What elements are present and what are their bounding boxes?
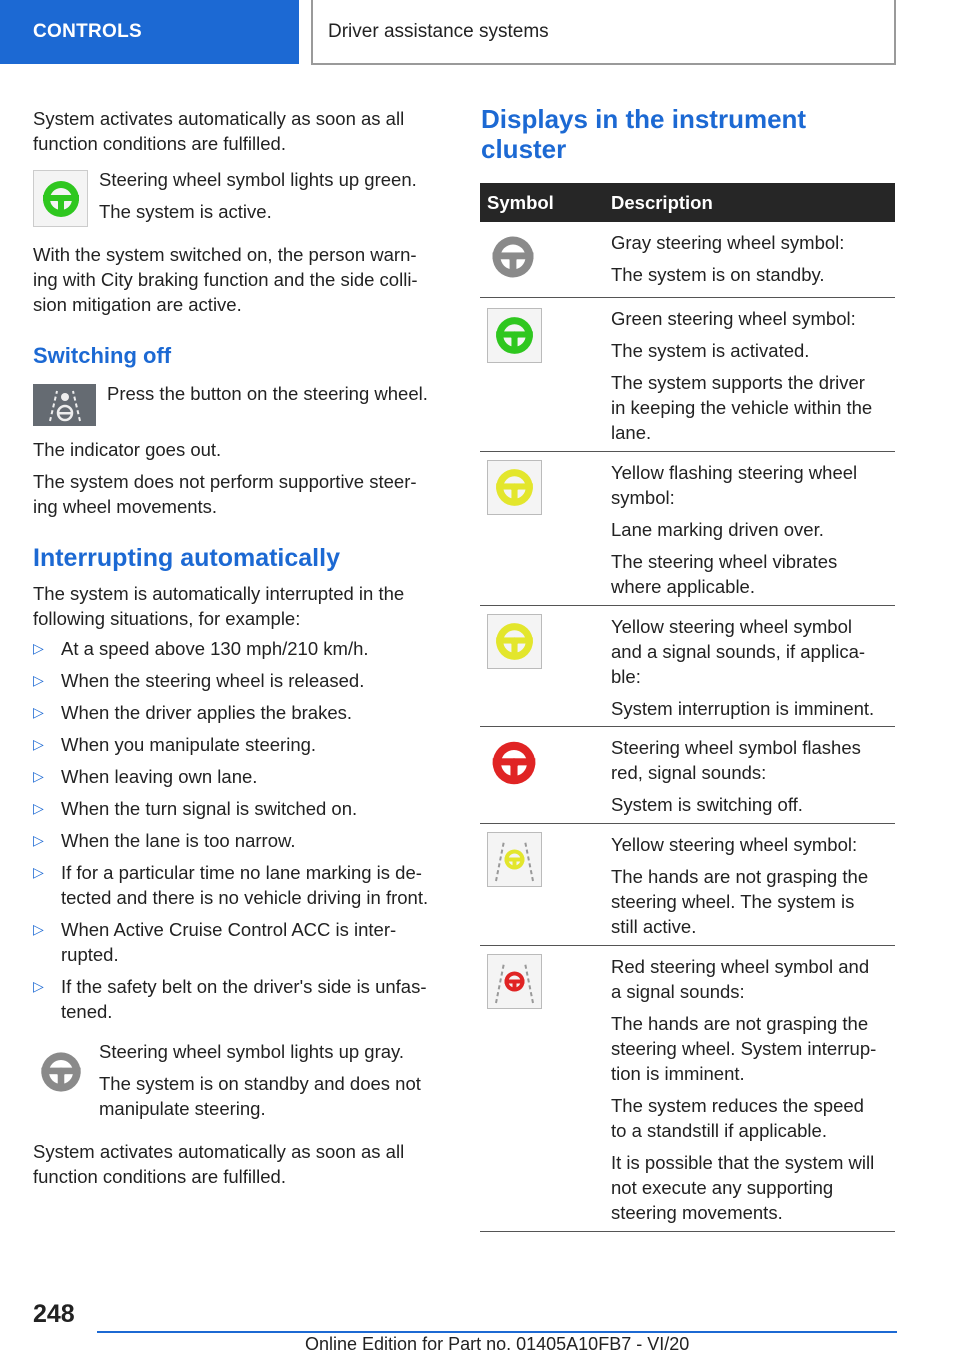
system-on-paragraph: With the system switched on, the person warn- ing with City braking function and the side colli- sion mitigation are active.	[33, 244, 418, 315]
triangle-bullet-icon: ▷	[33, 640, 44, 656]
red-steering-wheel-icon	[488, 737, 540, 794]
list-item: ▷ When Active Cruise Control ACC is inter- rupted.	[33, 919, 397, 965]
table-row	[480, 824, 895, 946]
row-description: Yellow steering wheel symbol: The hands are not grasping the steering wheel. The system is still active.	[611, 834, 869, 937]
no-steering-paragraph: The system does not perform supportive steer- ing wheel movements.	[33, 471, 417, 517]
table-row	[480, 606, 895, 727]
intro-paragraph: System activates automatically as soon as all function conditions are fulfilled.	[33, 108, 405, 154]
list-item: ▷ When the steering wheel is released.	[33, 670, 365, 691]
list-item: ▷ If for a particular time no lane marking is de- tected and there is no vehicle driving in front.	[33, 862, 429, 908]
yellow-flashing-steering-wheel-icon	[487, 460, 542, 515]
gray-symbol-caption: Steering wheel symbol lights up gray. The system is on standby and does not manipulate steering.	[99, 1041, 421, 1119]
interruption-intro: The system is automatically interrupted in the following situations, for example:	[33, 583, 405, 629]
description-column-header: Description	[611, 192, 713, 213]
green-symbol-caption: Steering wheel symbol lights up green. The system is active.	[99, 169, 417, 222]
table-row	[480, 222, 895, 298]
list-item: ▷ When the lane is too narrow.	[33, 830, 296, 851]
steering-assist-button-icon	[33, 384, 96, 426]
interruption-list	[33, 636, 443, 1031]
triangle-bullet-icon: ▷	[33, 672, 44, 688]
section-tab: CONTROLS	[0, 0, 299, 64]
table-row	[480, 946, 895, 1232]
triangle-bullet-icon: ▷	[33, 800, 44, 816]
list-item: ▷ When leaving own lane.	[33, 766, 258, 787]
green-steering-wheel-icon	[487, 308, 542, 363]
row-description: Red steering wheel symbol and a signal sounds: The hands are not grasping the steering wheel. System interrup- tion is imminent. The system reduces the speed to a standstill if applicable. It is possible that the system will not execute any supporting steering movements.	[611, 956, 877, 1223]
triangle-bullet-icon: ▷	[33, 768, 44, 784]
list-item: ▷ At a speed above 130 mph/210 km/h.	[33, 638, 369, 659]
triangle-bullet-icon: ▷	[33, 978, 44, 994]
triangle-bullet-icon: ▷	[33, 832, 44, 848]
list-item: ▷ When you manipulate steering.	[33, 734, 317, 755]
gray-steering-wheel-icon	[488, 232, 538, 287]
gray-steering-wheel-icon	[33, 1043, 88, 1100]
chapter-title: Driver assistance systems	[311, 0, 896, 65]
yellow-steering-wheel-icon	[487, 614, 542, 669]
closing-paragraph: System activates automatically as soon as all function conditions are fulfilled.	[33, 1141, 405, 1187]
page-number: 248	[33, 1300, 75, 1328]
button-caption: Press the button on the steering wheel.	[107, 383, 428, 404]
displays-heading: Displays in the instrument cluster	[481, 104, 807, 164]
row-description: Gray steering wheel symbol: The system is on standby.	[611, 232, 845, 285]
list-item: ▷ When the driver applies the brakes.	[33, 702, 353, 723]
row-description: Green steering wheel symbol: The system is activated. The system supports the driver in keeping the vehicle within the lane.	[611, 308, 873, 443]
list-item: ▷ If the safety belt on the driver's side is unfas- tened.	[33, 976, 427, 1022]
table-row	[480, 298, 895, 452]
interrupting-heading: Interrupting automatically	[33, 544, 340, 572]
table-header	[480, 183, 895, 222]
triangle-bullet-icon: ▷	[33, 704, 44, 720]
triangle-bullet-icon: ▷	[33, 736, 44, 752]
table-row	[480, 727, 895, 824]
red-hands-off-icon	[487, 954, 542, 1009]
symbol-column-header: Symbol	[487, 192, 554, 213]
table-row	[480, 452, 895, 606]
triangle-bullet-icon: ▷	[33, 864, 44, 880]
switching-off-heading: Switching off	[33, 343, 172, 368]
triangle-bullet-icon: ▷	[33, 921, 44, 937]
list-item: ▷ When the turn signal is switched on.	[33, 798, 358, 819]
footer-divider	[97, 1331, 897, 1333]
yellow-hands-off-icon	[487, 832, 542, 887]
edition-text: Online Edition for Part no. 01405A10FB7 - VI/20	[305, 1334, 690, 1354]
row-description: Yellow steering wheel symbol and a signal sounds, if applica- ble: System interruption is imminent.	[611, 616, 875, 719]
green-steering-wheel-icon	[33, 170, 88, 227]
indicator-text: The indicator goes out.	[33, 439, 222, 460]
row-description: Yellow flashing steering wheel symbol: Lane marking driven over. The steering wheel vibrates where applicable.	[611, 462, 858, 597]
row-description: Steering wheel symbol flashes red, signal sounds: System is switching off.	[611, 737, 861, 815]
